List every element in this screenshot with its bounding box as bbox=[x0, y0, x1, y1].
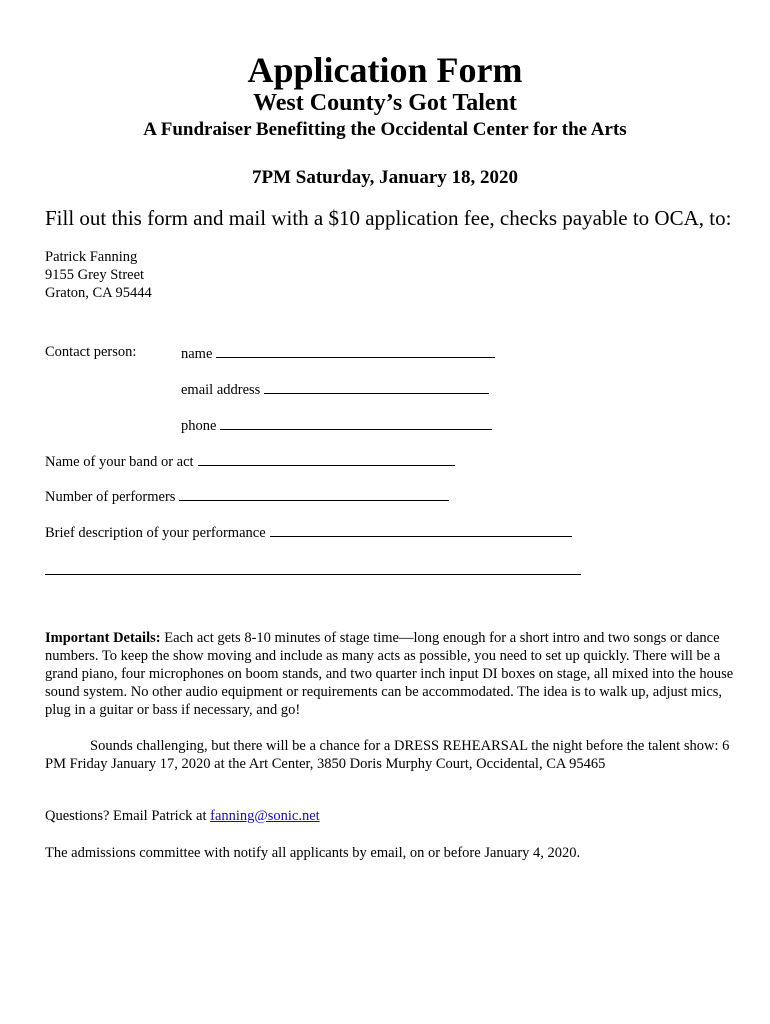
questions-prefix: Questions? Email Patrick at bbox=[45, 808, 211, 824]
band-name-field[interactable] bbox=[198, 452, 455, 466]
band-name-row bbox=[45, 452, 455, 471]
address-street: 9155 Grey Street bbox=[45, 267, 145, 283]
email-field-row bbox=[181, 380, 489, 399]
phone-field[interactable] bbox=[220, 416, 492, 430]
email-field[interactable] bbox=[264, 380, 489, 394]
questions-line bbox=[45, 808, 320, 825]
description-field[interactable] bbox=[270, 523, 572, 537]
performers-field[interactable] bbox=[179, 487, 449, 501]
email-link[interactable]: fanning@sonic.net bbox=[210, 808, 320, 824]
page-title: Application Form bbox=[247, 50, 523, 90]
mailing-instructions: Fill out this form and mail with a $10 application fee, checks payable to OCA, to: bbox=[45, 206, 732, 230]
performers-row bbox=[45, 487, 449, 506]
description-label: Brief description of your performance bbox=[45, 525, 266, 541]
name-field-row bbox=[181, 344, 495, 363]
address-name: Patrick Fanning bbox=[45, 249, 138, 265]
phone-field-label: phone bbox=[181, 418, 217, 434]
rehearsal-text: Sounds challenging, but there will be a chance for a DRESS REHEARSAL the night before the talent show: 6 PM Friday January 17, 2020 at the Art Center, 3850 Doris Murphy Court, Occidental, CA 95465 bbox=[45, 738, 730, 772]
event-tagline: A Fundraiser Benefitting the Occidental Center for the Arts bbox=[143, 119, 627, 140]
contact-person-label: Contact person: bbox=[45, 344, 137, 360]
important-details-text: Each act gets 8-10 minutes of stage time—long enough for a short intro and two songs or dance numbers. To keep the show moving and include as many acts as possible, you need to set up quickly. There will be a grand piano, four microphones on boom stands, and two quarter inch input DI boxes on stage, all mixed into the house sound system. No other audio equipment or requirements can be accommodated. The idea is to walk up, adjust mics, plug in a guitar or bass if necessary, and go! bbox=[45, 630, 734, 718]
band-name-label: Name of your band or act bbox=[45, 454, 194, 470]
description-row bbox=[45, 523, 572, 542]
important-details bbox=[45, 629, 740, 719]
rehearsal-paragraph bbox=[45, 737, 740, 773]
name-field-label: name bbox=[181, 346, 213, 362]
admissions-note: The admissions committee with notify all applicants by email, on or before January 4, 2020. bbox=[45, 845, 581, 861]
description-field-line-2[interactable] bbox=[45, 574, 581, 575]
name-field[interactable] bbox=[216, 344, 495, 358]
performers-label: Number of performers bbox=[45, 489, 176, 505]
email-field-label: email address bbox=[181, 382, 261, 398]
address-city: Graton, CA 95444 bbox=[45, 285, 152, 301]
important-details-heading: Important Details: bbox=[45, 630, 161, 646]
event-name: West County’s Got Talent bbox=[253, 90, 517, 116]
event-date: 7PM Saturday, January 18, 2020 bbox=[251, 167, 519, 188]
phone-field-row bbox=[181, 416, 492, 435]
